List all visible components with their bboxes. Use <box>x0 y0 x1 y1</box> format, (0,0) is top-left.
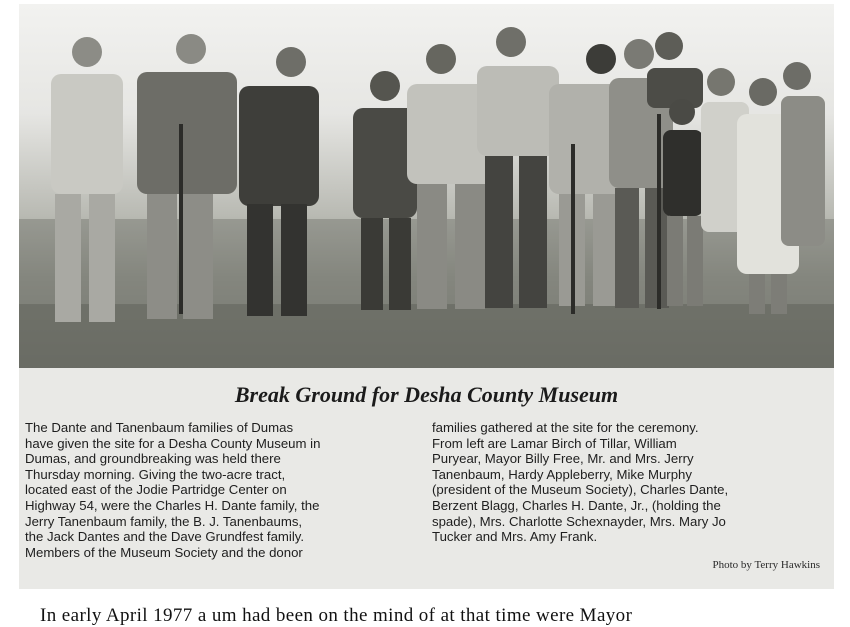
photo-caption <box>19 368 834 589</box>
caption-line: the Jack Dantes and the Dave Grundfest family. <box>25 529 305 545</box>
caption-line: Berzent Blagg, Charles H. Dante, Jr., (holding the <box>432 497 721 513</box>
caption-line: (president of the Museum Society), Charles Dante, <box>432 482 729 498</box>
caption-line: From left are Lamar Birch of Tillar, William <box>432 435 677 451</box>
caption-line: Tanenbaum, Hardy Appleberry, Mike Murphy <box>432 466 692 482</box>
caption-column-right <box>432 420 824 545</box>
caption-line: spade), Mrs. Charlotte Schexnayder, Mrs. Mary Jo <box>432 513 726 529</box>
caption-line: families gathered at the site for the ceremony. <box>432 420 699 435</box>
caption-line: have given the site for a Desha County Museum in <box>25 435 321 451</box>
caption-line: Highway 54, were the Charles H. Dante family, the <box>25 497 320 513</box>
caption-line: located east of the Jodie Partridge Center on <box>25 482 287 498</box>
caption-column-left <box>25 420 413 560</box>
group-photo-illustration <box>19 4 834 368</box>
group-photo <box>19 4 834 368</box>
photo-credit: Photo by Terry Hawkins <box>712 559 820 571</box>
caption-line: Tucker and Mrs. Amy Frank. <box>432 529 598 545</box>
caption-line: Dumas, and groundbreaking was held there <box>25 451 281 467</box>
caption-line: Jerry Tanenbaum family, the B. J. Tanenbaums, <box>25 513 303 529</box>
caption-line: The Dante and Tanenbaum families of Dumas <box>25 420 294 435</box>
caption-line: Members of the Museum Society and the donor <box>25 544 303 560</box>
caption-line: Thursday morning. Giving the two-acre tract, <box>25 466 286 482</box>
newspaper-clipping <box>19 4 834 589</box>
caption-line: Puryear, Mayor Billy Free, Mr. and Mrs. Jerry <box>432 451 694 467</box>
book-body-text: In early April 1977 a um had been on the mind of at that time were Mayor <box>40 605 633 626</box>
caption-headline: Break Ground for Desha County Museum <box>234 382 619 407</box>
